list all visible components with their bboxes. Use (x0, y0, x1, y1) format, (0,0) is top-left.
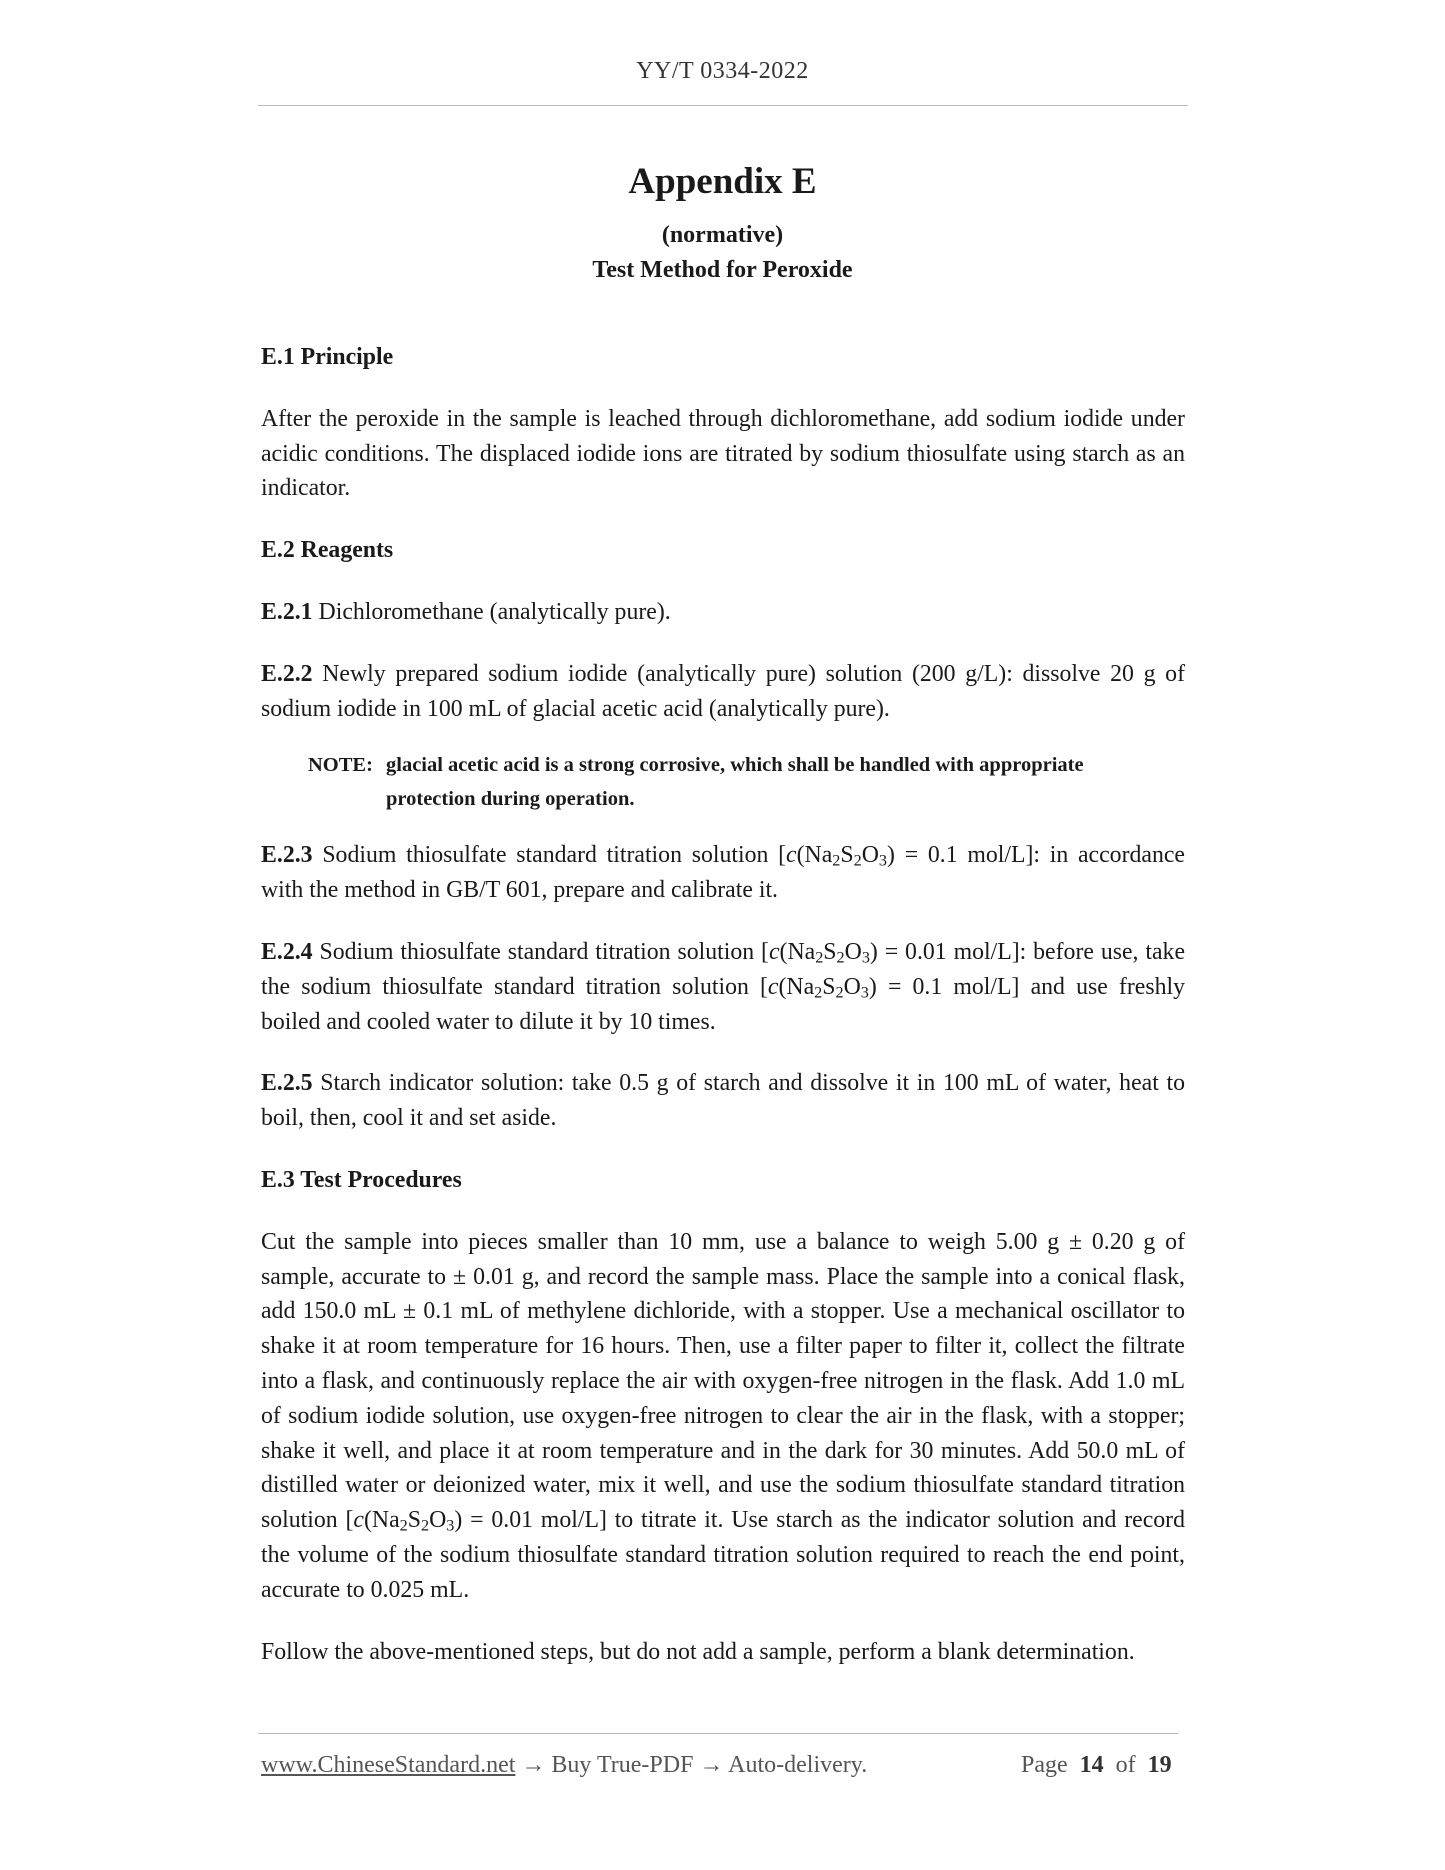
clause-number: E.2.1 (261, 598, 313, 625)
note-block (308, 748, 1185, 816)
clause-number: E.2.2 (261, 660, 313, 687)
clause-text: Starch indicator solution: take 0.5 g of starch and dissolve it in 100 mL of water, heat to boil, then, cool it and set aside. (261, 1070, 1185, 1132)
section-heading-e3: E.3 Test Procedures (261, 1166, 462, 1193)
formula-concentration: $c(Na_2S_2O_3)$ (786, 842, 895, 870)
footer-links (261, 1752, 867, 1779)
clause-e25 (261, 1066, 1185, 1136)
clause-number: E.2.5 (261, 1070, 313, 1097)
site-link[interactable]: www.ChineseStandard.net (261, 1752, 516, 1778)
clause-e24: E.2.4 Sodium thiosulfate standard titration solution [$c(Na_2S_2O_3) = 0.01$ mol/L]: before use, take the sodium thiosulfate standard titration solution [$c(Na_2S_2O_3) = 0.1$ mol/L] and use freshly boiled and cooled water to dilute it by 10 times. (261, 938, 1186, 1035)
formula-concentration: $c(Na_2S_2O_3)$ (767, 973, 877, 1002)
clause-number: E.2.4 (261, 938, 313, 965)
document-body (261, 340, 1185, 1669)
clause-e23: E.2.3 Sodium thiosulfate standard titration solution [$c(Na_2S_2O_3) = 0.1$ mol/L]: in accordance with the method in GB/T 601, prepare and calibrate it. (261, 842, 1185, 904)
page-total: 19 (1147, 1752, 1172, 1778)
section-heading-e2: E.2 Reagents (261, 537, 394, 564)
note-label: NOTE: (308, 754, 373, 777)
paragraph-blank-determination: Follow the above-mentioned steps, but do not add a sample, perform a blank determination. (261, 1638, 1135, 1665)
auto-delivery-text: Auto-delivery. (728, 1752, 868, 1778)
appendix-heading: Test Method for Peroxide (592, 257, 853, 283)
clause-number: E.2.3 (261, 842, 313, 869)
buy-pdf-text: Buy True-PDF (551, 1752, 694, 1778)
footer-divider (258, 1733, 1178, 1734)
clause-e21 (261, 595, 1185, 630)
arrow-icon: → (521, 1752, 546, 1778)
note-text-line2: protection during operation. (386, 788, 635, 811)
appendix-subtitle: (normative) (661, 222, 784, 248)
page-indicator: Page 14 of 19 (1021, 1752, 1172, 1778)
note-text-line1: glacial acetic acid is a strong corrosive, which shall be handled with appropriate (386, 754, 1084, 777)
formula-concentration: $c(Na_2S_2O_3)$ (768, 938, 878, 967)
arrow-icon: → (699, 1752, 724, 1778)
clause-text: Newly prepared sodium iodide (analytically pure) solution (200 g/L): dissolve 20 g of sodium iodide in 100 mL of glacial acetic acid (analytically pure). (261, 660, 1186, 722)
clause-e22 (261, 657, 1185, 727)
paragraph-test-procedure: Cut the sample into pieces smaller than 10 mm, use a balance to weigh 5.00 g ± 0.20 g of sample, accurate to ± 0.01 g, and record the sample mass. Place the sample into a conical flask, add 150.0 mL ± 0.1 mL of methylene dichloride, with a stopper. Use a mechanical oscillator to shake it at room temperature for 16 hours. Then, use a filter paper to filter it, collect the filtrate into a flask, and continuously replace the air with oxygen-free nitrogen in the flask. Add 1.0 mL of sodium iodide solution, use oxygen-free nitrogen to clear the air in the flask, with a stopper; shake it well, and place it at room temperature and in the dark for 30 minutes. Add 50.0 mL of distilled water or deionized water, mix it well, and use the sodium thiosulfate standard titration solution [$c(Na_2S_2O_3) = 0.01$ mol/L] to titrate it. Use starch as the indicator solution and record the volume of the sodium thiosulfate standard titration solution required to reach the end point, accurate to 0.025 mL. (261, 1228, 1185, 1603)
page-number: 14 (1079, 1752, 1104, 1778)
page-header: YY/T 0334-2022 (636, 58, 809, 84)
formula-concentration: $c(Na_2S_2O_3)$ (353, 1507, 463, 1535)
section-heading-e1: E.1 Principle (261, 344, 394, 370)
clause-text: Dichloromethane (analytically pure). (318, 598, 671, 625)
header-divider (258, 105, 1188, 106)
appendix-title: Appendix E (628, 161, 817, 202)
paragraph-e1: After the peroxide in the sample is leached through dichloromethane, add sodium iodide under acidic conditions. The displaced iodide ions are titrated by sodium thiosulfate using starch as an indicator. (261, 405, 1185, 502)
